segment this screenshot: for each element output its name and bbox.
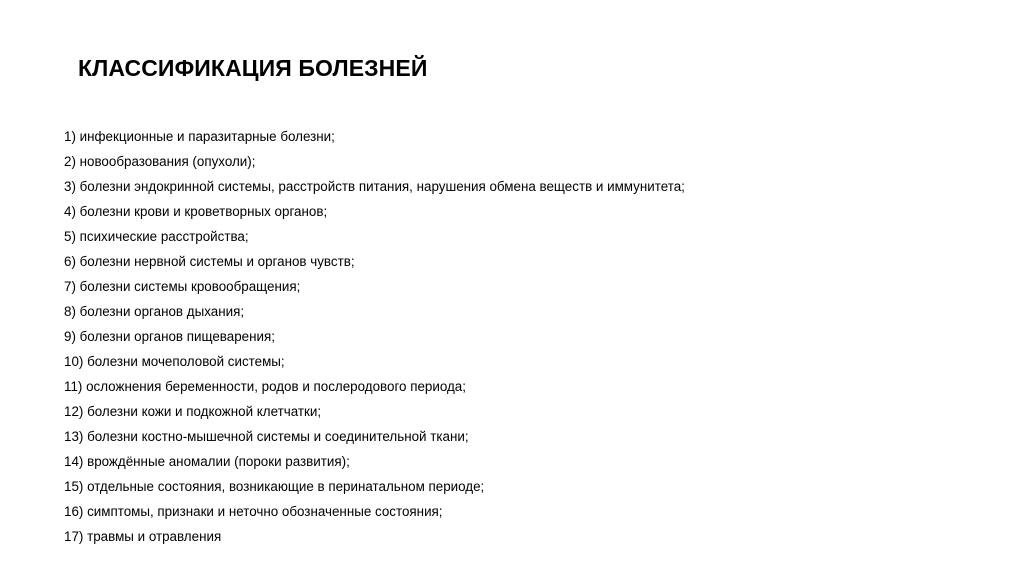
list-item: 8) болезни органов дыхания;: [64, 304, 245, 319]
classification-list: [64, 124, 685, 549]
list-item: 12) болезни кожи и подкожной клетчатки;: [64, 404, 322, 419]
list-item: 13) болезни костно-мышечной системы и соединительной ткани;: [64, 429, 469, 444]
list-item: 11) осложнения беременности, родов и послеродового периода;: [64, 379, 466, 394]
list-item: 6) болезни нервной системы и органов чувств;: [64, 254, 355, 269]
list-item: 7) болезни системы кровообращения;: [64, 279, 301, 294]
list-item: 15) отдельные состояния, возникающие в перинатальном периоде;: [64, 479, 485, 494]
list-item: 14) врождённые аномалии (пороки развития);: [64, 454, 350, 469]
list-item: 5) психические расстройства;: [64, 229, 249, 244]
list-item: 16) симптомы, признаки и неточно обозначенные состояния;: [64, 504, 443, 519]
list-item: 1) инфекционные и паразитарные болезни;: [64, 129, 335, 144]
list-item: 4) болезни крови и кроветворных органов;: [64, 204, 328, 219]
list-item: 10) болезни мочеполовой системы;: [64, 354, 285, 369]
list-item: 9) болезни органов пищеварения;: [64, 329, 275, 344]
list-item: 2) новообразования (опухоли);: [64, 154, 256, 169]
list-item: 3) болезни эндокринной системы, расстройств питания, нарушения обмена веществ и иммунитета;: [64, 179, 685, 194]
list-item: 17) травмы и отравления: [64, 529, 222, 544]
slide-title: КЛАССИФИКАЦИЯ БОЛЕЗНЕЙ: [78, 55, 428, 81]
